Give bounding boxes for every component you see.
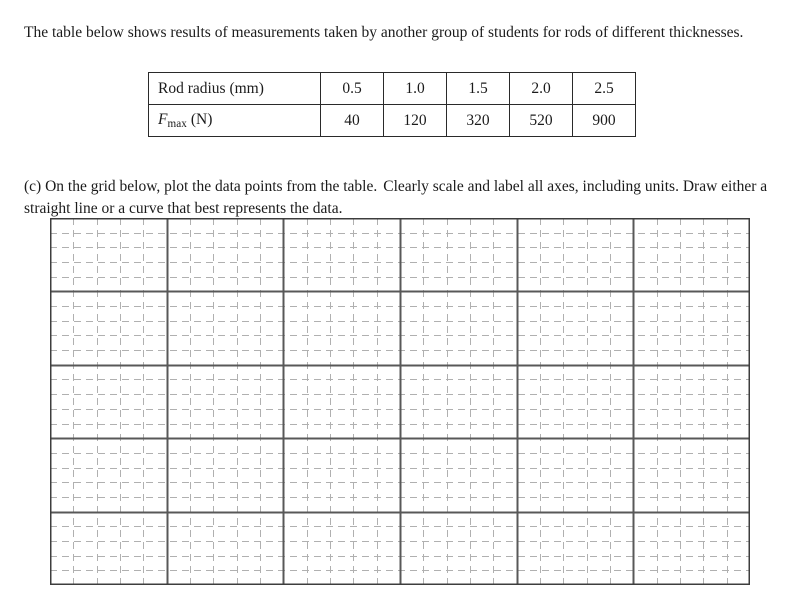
cell-fmax-4: 520 [510, 105, 573, 137]
question-part-c [24, 176, 776, 220]
cell-fmax-1: 40 [321, 105, 384, 137]
cell-fmax-5: 900 [573, 105, 636, 137]
measurements-table [148, 72, 636, 137]
row-header-fmax [149, 105, 321, 137]
table-row [149, 73, 636, 105]
cell-fmax-2: 120 [384, 105, 447, 137]
part-c-line-1b: Clearly scale and label all axes, including units. [383, 177, 679, 195]
cell-radius-2: 1.0 [384, 73, 447, 105]
cell-radius-1: 0.5 [321, 73, 384, 105]
cell-radius-3: 1.5 [447, 73, 510, 105]
fmax-symbol-letter: F [158, 111, 168, 129]
cell-radius-4: 2.0 [510, 73, 573, 105]
cell-radius-5: 2.5 [573, 73, 636, 105]
graph-grid-svg[interactable] [50, 218, 750, 585]
row-header-rod-radius [149, 73, 321, 105]
fmax-symbol [158, 111, 187, 128]
part-c-line-1: On the grid below, plot the data points from the table. [45, 177, 378, 195]
fmax-symbol-subscript: max [167, 117, 187, 130]
part-label: (c) [24, 177, 42, 195]
answer-graph-grid[interactable] [50, 218, 750, 585]
fmax-units: (N) [186, 111, 213, 129]
row-header-rod-radius-text: Rod radius (mm) [158, 79, 264, 97]
measurements-table-wrapper [148, 72, 636, 137]
cell-fmax-3: 320 [447, 105, 510, 137]
intro-paragraph: The table below shows results of measurements taken by another group of students for rods of different thicknesses. [24, 23, 744, 41]
part-c-line-2: Draw either a straight line or a curve that best represents the data. [24, 177, 768, 217]
table-row [149, 105, 636, 137]
